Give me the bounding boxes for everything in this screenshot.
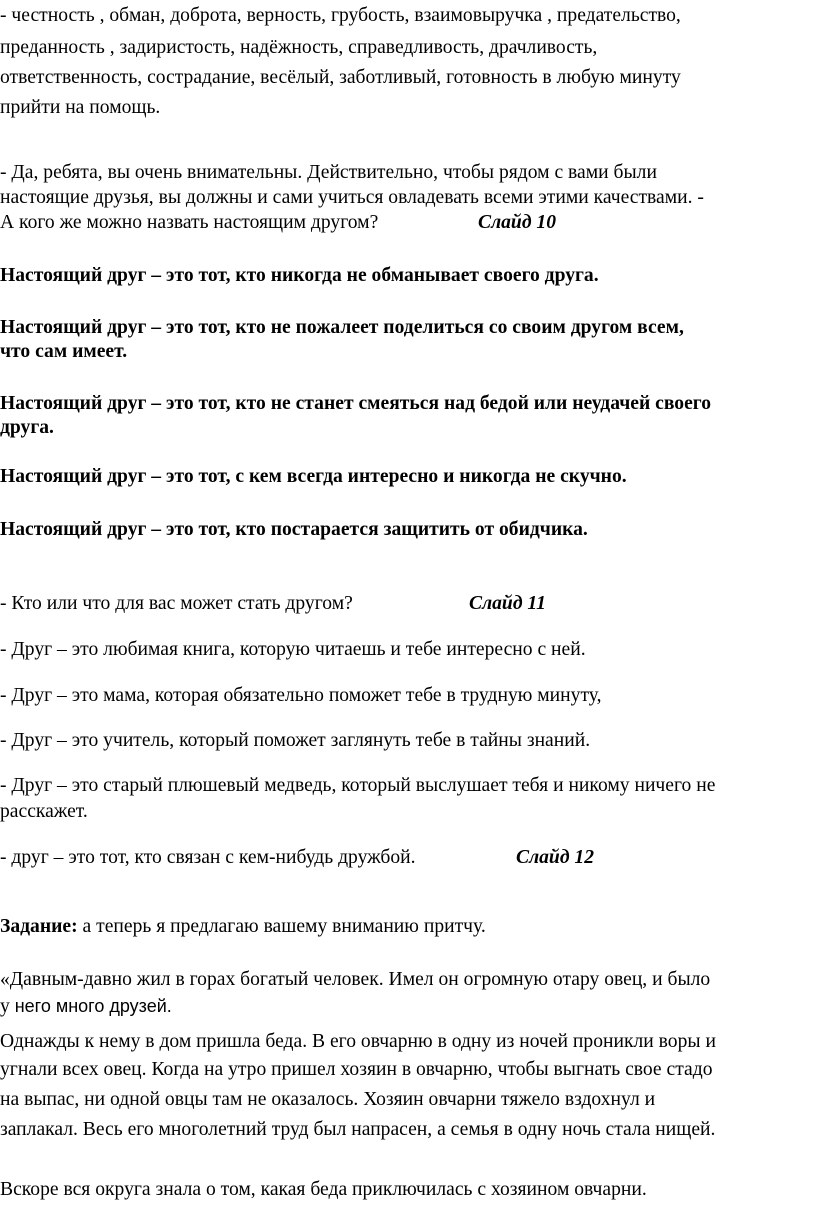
task-label: Задание:: [0, 916, 78, 937]
teacher-line-3: [0, 211, 557, 235]
parable-line-2a: у: [0, 996, 15, 1017]
definition-4: Настоящий друг – это тот, с кем всегда интересно и никогда не скучно.: [0, 466, 627, 487]
teacher-line-1: - Да, ребята, вы очень внимательны. Действительно, чтобы рядом с вами были: [0, 162, 657, 183]
qualities-line-4: прийти на помощь.: [0, 97, 161, 118]
parable-line-3: Однажды к нему в дом пришла беда. В его овчарню в одну из ночей проникли воры и: [0, 1031, 716, 1052]
question-line: [0, 592, 546, 616]
qualities-line-3: ответственность, сострадание, весёлый, заботливый, готовность в любую минуту: [0, 67, 681, 88]
task-line: [0, 915, 486, 939]
definition-2a: Настоящий друг – это тот, кто не пожалеет поделиться со своим другом всем,: [0, 317, 684, 338]
answer-3: - Друг – это учитель, который поможет заглянуть тебе в тайны знаний.: [0, 730, 591, 751]
definition-5: Настоящий друг – это тот, кто постарается защитить от обидчика.: [0, 519, 588, 540]
answer-5-text: - друг – это тот, кто связан с кем-нибудь дружбой.: [0, 847, 416, 868]
definition-2b: что сам имеет.: [0, 341, 128, 362]
question-text: - Кто или что для вас может стать другом?: [0, 593, 353, 614]
parable-line-2: [0, 994, 172, 1019]
slide-11-label: Слайд 11: [469, 593, 546, 614]
answer-4a: - Друг – это старый плюшевый медведь, который выслушает тебя и никому ничего не: [0, 775, 716, 796]
parable-line-7: Вскоре вся округа знала о том, какая беда приключилась с хозяином овчарни.: [0, 1179, 647, 1200]
definition-1: Настоящий друг – это тот, кто никогда не обманывает своего друга.: [0, 265, 599, 286]
teacher-line-2: настоящие друзья, вы должны и сами учиться овладевать всеми этими качествами. -: [0, 187, 704, 208]
parable-line-1: «Давным-давно жил в горах богатый человек. Имел он огромную отару овец, и было: [0, 969, 711, 990]
slide-12-label: Слайд 12: [516, 847, 595, 868]
parable-line-6: заплакал. Весь его многолетний труд был напрасен, а семья в одну ночь стала нищей.: [0, 1119, 716, 1140]
parable-line-4: угнали всех овец. Когда на утро пришел хозяин в овчарню, чтобы выгнать свое стадо: [0, 1059, 713, 1080]
qualities-line-2: преданность , задиристость, надёжность, справедливость, драчливость,: [0, 37, 598, 58]
answer-2: - Друг – это мама, которая обязательно поможет тебе в трудную минуту,: [0, 685, 602, 706]
slide-10-label: Слайд 10: [478, 212, 557, 233]
teacher-question: А кого же можно назвать настоящим другом?: [0, 212, 379, 233]
answer-5: [0, 846, 595, 870]
answer-1: - Друг – это любимая книга, которую читаешь и тебе интересно с ней.: [0, 639, 586, 660]
parable-line-5: на выпас, ни одной овцы там не оказалось. Хозяин овчарни тяжело вздохнул и: [0, 1089, 656, 1110]
answer-4b: расскажет.: [0, 801, 88, 822]
task-text: а теперь я предлагаю вашему вниманию притчу.: [77, 916, 486, 937]
definition-3b: друга.: [0, 417, 54, 438]
parable-line-2b: него много друзей.: [14, 996, 172, 1016]
definition-3a: Настоящий друг – это тот, кто не станет смеяться над бедой или неудачей своего: [0, 393, 711, 414]
qualities-line-1: - честность , обман, доброта, верность, грубость, взаимовыручка , предательство,: [0, 5, 681, 26]
